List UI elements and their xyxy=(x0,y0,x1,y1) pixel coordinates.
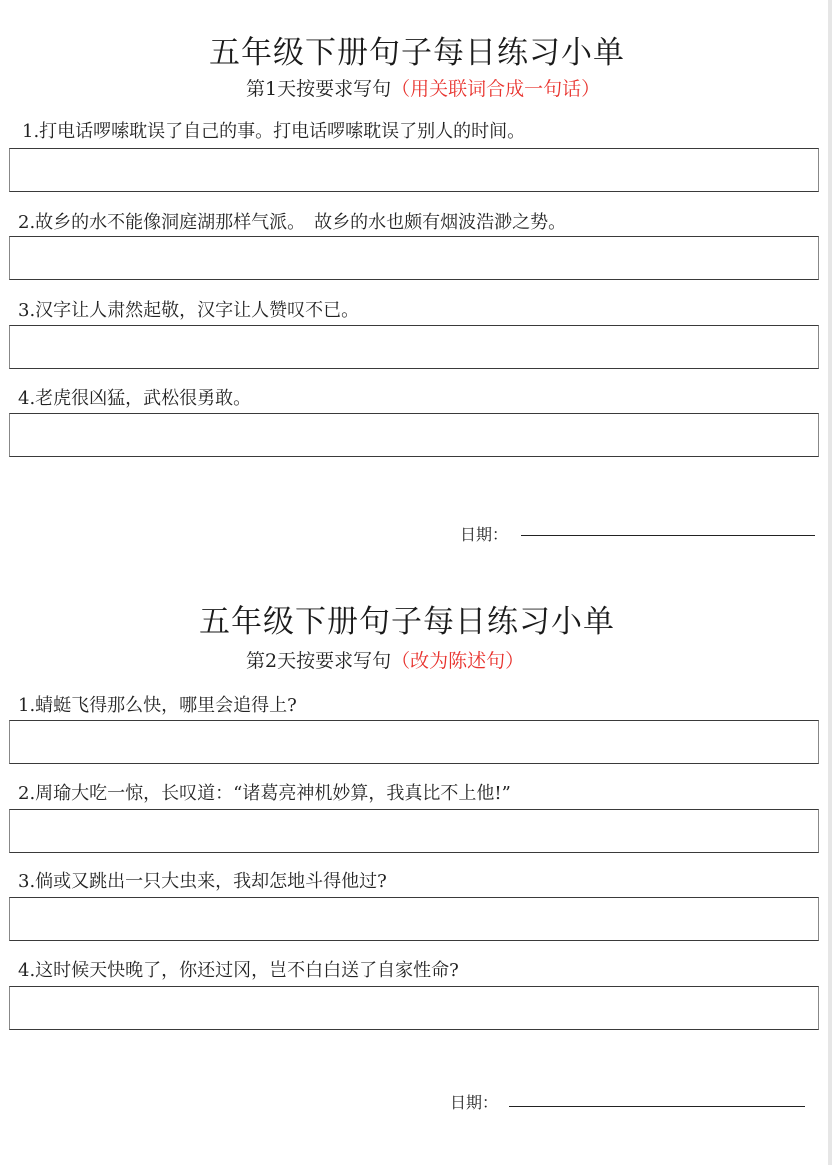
answer-field-1-1[interactable] xyxy=(9,148,819,192)
question-2-3: 3.倘或又跳出一只大虫来，我却怎地斗得他过? xyxy=(18,871,387,892)
instruction-note: （改为陈述句） xyxy=(391,650,525,672)
question-2-1: 1.蜻蜓飞得那么快，哪里会追得上? xyxy=(18,695,297,716)
question-1-3: 3.汉字让人肃然起敬，汉字让人赞叹不已。 xyxy=(18,300,360,321)
instruction-day2 xyxy=(246,646,524,673)
date-line-day1[interactable] xyxy=(521,535,815,536)
instruction-main: 第1天按要求写句 xyxy=(246,78,392,100)
worksheet-title-day1: 五年级下册句子每日练习小单 xyxy=(209,35,625,71)
instruction-note: （用关联词合成一句话） xyxy=(391,78,601,100)
answer-field-2-2[interactable] xyxy=(9,809,819,853)
question-1-2: 2.故乡的水不能像洞庭湖那样气派。 故乡的水也颇有烟波浩渺之势。 xyxy=(18,212,567,233)
answer-field-1-3[interactable] xyxy=(9,325,819,369)
question-2-4: 4.这时候天快晚了，你还过冈，岂不白白送了自家性命? xyxy=(18,960,459,981)
question-2-2: 2.周瑜大吃一惊，长叹道：“诸葛亮神机妙算，我真比不上他!” xyxy=(18,783,511,804)
date-line-day2[interactable] xyxy=(509,1106,805,1107)
answer-field-1-2[interactable] xyxy=(9,236,819,280)
answer-field-2-1[interactable] xyxy=(9,720,819,764)
page-edge-rule xyxy=(828,0,832,1165)
instruction-main: 第2天按要求写句 xyxy=(246,650,392,672)
question-1-4: 4.老虎很凶猛，武松很勇敢。 xyxy=(18,388,252,409)
date-label-day1: 日期： xyxy=(460,525,509,544)
answer-field-2-3[interactable] xyxy=(9,897,819,941)
answer-field-2-4[interactable] xyxy=(9,986,819,1030)
date-label-day2: 日期： xyxy=(450,1093,499,1112)
answer-field-1-4[interactable] xyxy=(9,413,819,457)
question-1-1: 1.打电话啰嗦耽误了自己的事。打电话啰嗦耽误了别人的时间。 xyxy=(22,121,526,142)
instruction-day1 xyxy=(246,74,600,101)
worksheet-title-day2: 五年级下册句子每日练习小单 xyxy=(199,604,615,640)
